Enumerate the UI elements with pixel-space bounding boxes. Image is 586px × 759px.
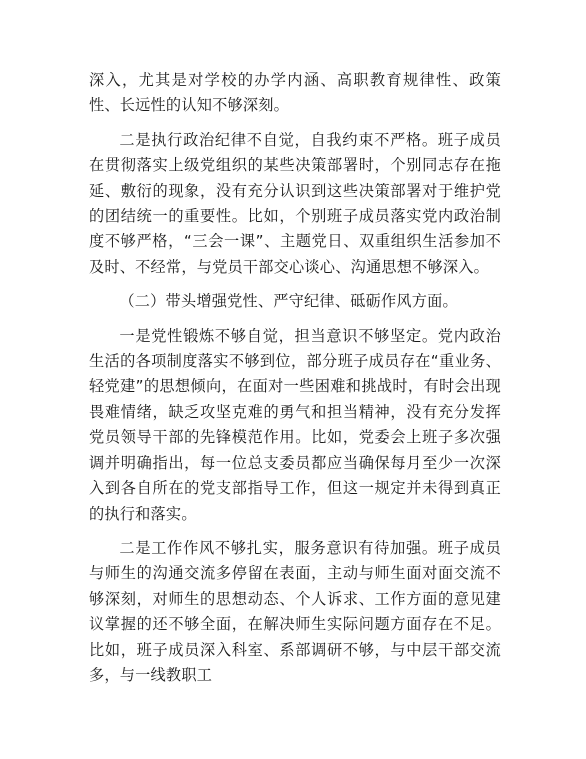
paragraph-work-style: 二是工作作风不够扎实，服务意识有待加强。班子成员与师生的沟通交流多停留在表面，主动与师生面对面交流不够深刻，对师生的思想动态、个人诉求、工作方面的意见建议掌握的还不够全面，在解决师生实际问题方面存在不足。比如，班子成员深入科室、系部调研不够，与中层干部交流多，与一线教职工 xyxy=(89,538,501,684)
section-heading: （二）带头增强党性、严守纪律、砥砺作风方面。 xyxy=(119,292,458,311)
paragraph-party-spirit: 一是党性锻炼不够自觉，担当意识不够坚定。党内政治生活的各项制度落实不够到位，部分班子成员存在“重业务、轻党建”的思想倾向，在面对一些困难和挑战时，有时会出现畏难情绪，缺乏攻坚克难的勇气和担当精神，没有充分发挥党员领导干部的先锋模范作用。比如，党委会上班子多次强调并明确指出，每一位总支委员都应当确保每月至少一次深入到各自所在的党支部指导工作，但这一规定并未得到真正的执行和落实。 xyxy=(89,326,501,523)
paragraph-continuation: 深入，尤其是对学校的办学内涵、高职教育规律性、政策性、长远性的认知不够深刻。 xyxy=(89,71,501,115)
document-body xyxy=(89,68,501,688)
paragraph-political-discipline: 二是执行政治纪律不自觉，自我约束不严格。班子成员在贯彻落实上级党组织的某些决策部署时，个别同志存在拖延、敷衍的现象，没有充分认识到这些决策部署对于维护党的团结统一的重要性。比如，个别班子成员落实党内政治制度不够严格，“三会一课”、主题党日、双重组织生活参加不及时、不经常，与党员干部交心谈心、沟通思想不够深入。 xyxy=(89,130,501,276)
